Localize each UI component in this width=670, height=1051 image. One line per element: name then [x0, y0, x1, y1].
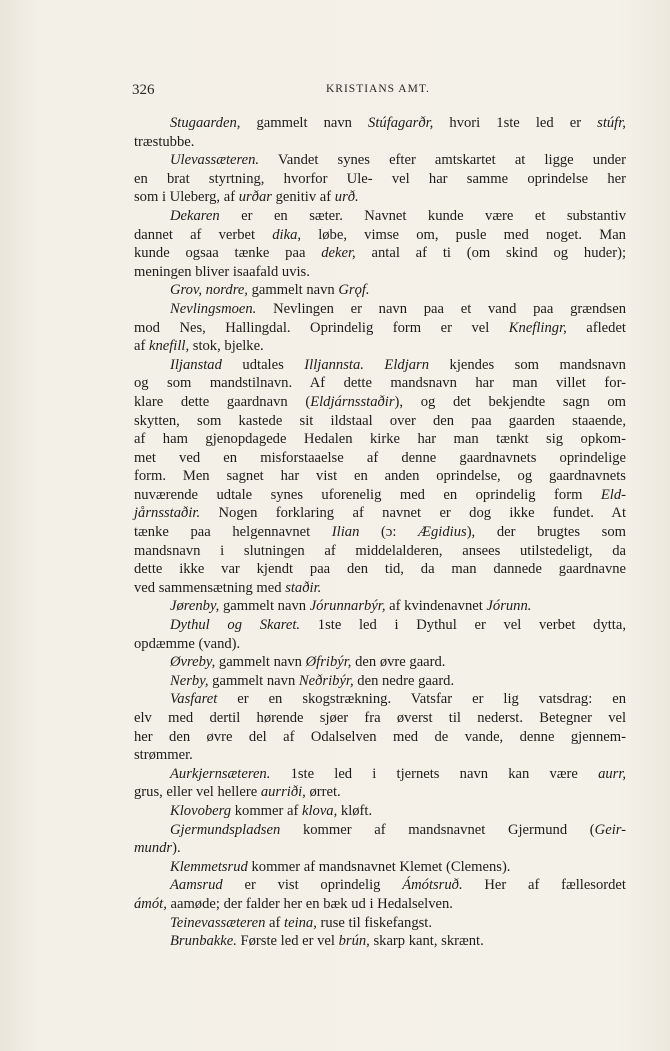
entry-paragraph: [134, 690, 626, 764]
text-line: [134, 504, 626, 523]
text-segment: tænke paa helgennavnet: [134, 524, 332, 541]
text-line: [134, 374, 626, 393]
text-segment: ruse til fiskefangst.: [316, 914, 432, 931]
text-segment: genitiv af: [271, 189, 335, 206]
text-segment: af: [265, 914, 285, 931]
entry-headword: Klovoberg: [170, 802, 232, 819]
entry-headword: Iljanstad: [170, 356, 222, 373]
text-segment: meningen bliver isaafald uvis.: [134, 263, 310, 280]
text-segment: met ved en misforstaaelse af denne gaardnavnets oprindelige: [134, 449, 627, 466]
text-segment: urð.: [334, 189, 359, 206]
text-segment: Vandet synes efter amtskartet at ligge under: [259, 152, 627, 169]
text-line: [134, 895, 626, 914]
entry-headword: Øvreby,: [170, 654, 216, 671]
text-segment: mundr: [134, 840, 173, 857]
text-line: [134, 709, 626, 728]
text-line: [134, 300, 626, 319]
text-line: [134, 728, 626, 747]
text-segment: er en sæter. Navnet kunde være et substantiv: [219, 207, 627, 224]
text-line: [134, 616, 626, 635]
text-line: [134, 914, 626, 933]
text-segment: nuværende udtale synes uforenelig med en oprindelig form: [134, 486, 601, 503]
entry-headword: Brunbakke.: [170, 933, 237, 950]
text-segment: Illjannsta.: [304, 356, 364, 373]
text-segment: Kneflingr,: [508, 319, 567, 336]
text-segment: dika,: [272, 226, 302, 243]
text-line: [134, 188, 626, 207]
text-segment: den nedre gaard.: [353, 672, 455, 689]
entry-headword: Stugaarden,: [170, 115, 241, 131]
text-line: [134, 653, 626, 672]
page-number: 326: [132, 82, 155, 98]
text-segment: klova,: [302, 802, 338, 819]
entry-headword: Dythul og Skaret.: [170, 617, 301, 634]
text-segment: staðir.: [285, 579, 322, 596]
text-segment: kommer af mandsnavnet Gjermund (: [280, 821, 595, 838]
text-segment: mandsnavn i slutningen af middelalderen, ansees utilstedeligt, da: [134, 542, 627, 559]
text-segment: strømmer.: [134, 747, 193, 764]
entry-paragraph: [134, 114, 626, 151]
entry-paragraph: [134, 281, 626, 300]
text-segment: Øfribýr,: [305, 654, 352, 671]
entry-paragraph: [134, 653, 626, 672]
text-segment: form. Men sagnet har vist en anden oprindelse, og gaardnavnets: [134, 468, 626, 485]
entry-paragraph: [134, 616, 626, 653]
entry-headword: Gjermundspladsen: [170, 821, 281, 838]
text-segment: Geir-: [594, 821, 626, 838]
text-segment: afledet: [566, 319, 626, 336]
text-line: [134, 746, 626, 765]
page-header: [132, 80, 462, 102]
entry-paragraph: [134, 151, 626, 207]
text-segment: dannet af verbet: [134, 226, 273, 243]
text-line: [134, 542, 626, 561]
text-segment: Neðribýr,: [298, 672, 354, 689]
text-line: [134, 244, 626, 263]
text-segment: 1ste led i Dythul er vel verbet dytta,: [300, 617, 626, 634]
text-line: [134, 690, 626, 709]
text-segment: Stúfagarðr,: [368, 115, 434, 131]
text-segment: gammelt navn: [208, 672, 299, 689]
entry-headword: Dekaren: [170, 207, 220, 224]
text-segment: teina,: [284, 914, 317, 931]
text-segment: udtales: [221, 356, 305, 373]
text-line: [134, 114, 626, 133]
entry-headword: Nevlingsmoen.: [170, 300, 257, 317]
text-segment: gammelt navn: [240, 115, 369, 131]
text-segment: af: [134, 338, 149, 355]
text-line: [134, 560, 626, 579]
text-segment: som i Uleberg, af: [134, 189, 239, 206]
text-segment: stúfr,: [597, 115, 626, 131]
text-segment: og som mandstilnavn. Af dette mandsnavn har man villet for-: [134, 375, 627, 392]
text-segment: kjendes som mandsnavn: [429, 356, 626, 373]
text-segment: skarp kant, skrænt.: [369, 933, 484, 950]
text-line: [134, 281, 626, 300]
text-segment: af ham gjenopdagede Hedalen kirke har man tænkt sig opkom-: [134, 431, 626, 448]
text-segment: aurriði,: [260, 784, 306, 801]
text-line: [134, 151, 626, 170]
entry-headword: Grov, nordre,: [170, 282, 248, 299]
text-segment: skytten, som kastede sit ildstaal over den paa gaarden staaende,: [134, 412, 627, 429]
text-segment: Eldjárnsstaðir: [310, 393, 395, 410]
text-segment: gammelt navn: [247, 282, 339, 299]
text-line: [134, 876, 626, 895]
text-segment: ), der brugtes som: [466, 524, 627, 541]
entry-paragraph: [134, 300, 626, 356]
text-line: [134, 579, 626, 598]
text-segment: ámót,: [134, 895, 167, 912]
text-segment: Nogen forklaring af navnet er dog ikke fundet. At: [200, 505, 626, 522]
text-segment: Her af fællesordet: [462, 877, 626, 894]
text-line: [134, 263, 626, 282]
text-segment: knefill,: [149, 338, 190, 355]
text-segment: Jórunnarbýr,: [309, 598, 386, 615]
entry-headword: Aurkjernsæteren.: [170, 765, 271, 782]
entry-paragraph: [134, 876, 626, 913]
text-segment: gammelt navn: [219, 598, 310, 615]
text-line: [134, 412, 626, 431]
text-line: [134, 486, 626, 505]
text-segment: ), og det bekjendte sagn om: [394, 393, 626, 410]
text-segment: klare dette gaardnavn (: [134, 393, 311, 410]
text-line: [134, 133, 626, 152]
text-line: [134, 672, 626, 691]
text-line: [134, 932, 626, 951]
page-body: [134, 114, 626, 951]
entry-paragraph: [134, 821, 626, 858]
text-segment: brún,: [338, 933, 370, 950]
text-segment: Ámótsruð.: [402, 877, 463, 894]
text-line: [134, 635, 626, 654]
entry-paragraph: [134, 597, 626, 616]
text-line: [134, 449, 626, 468]
entry-headword: Klemmetsrud: [170, 858, 248, 875]
text-segment: Eld-: [600, 486, 626, 503]
text-segment: Eldjarn: [384, 356, 430, 373]
text-line: [134, 170, 626, 189]
text-line: [134, 523, 626, 542]
text-segment: er en skogstrækning. Vatsfar er lig vatsdrag: en: [217, 691, 627, 708]
text-segment: elv med dertil hørende sjøer fra øverst til nederst. Betegner vel: [134, 710, 627, 726]
text-segment: af kvindenavnet: [385, 598, 487, 615]
text-line: [134, 207, 626, 226]
text-segment: dette ikke var kjendt paa den tid, da man dannede gaardnavne: [134, 561, 627, 578]
text-line: [134, 597, 626, 616]
entry-headword: Vasfaret: [170, 691, 218, 708]
entry-headword: Teinevassæteren: [170, 914, 266, 931]
entry-headword: Aamsrud: [170, 877, 223, 894]
text-line: [134, 839, 626, 858]
text-line: [134, 783, 626, 802]
text-line: [134, 226, 626, 245]
entry-headword: Ulevassæteren.: [170, 152, 260, 169]
text-line: [134, 765, 626, 784]
text-segment: ).: [172, 840, 181, 857]
text-segment: Jórunn.: [486, 598, 532, 615]
entry-headword: Jørenby,: [170, 598, 220, 615]
text-segment: ørret.: [305, 784, 341, 801]
text-segment: deker,: [321, 245, 356, 262]
text-line: [134, 821, 626, 840]
entry-paragraph: [134, 356, 626, 598]
text-segment: Ægidius: [418, 524, 467, 541]
text-segment: ved sammensætning med: [134, 579, 286, 596]
running-title: KRISTIANS AMT.: [326, 83, 430, 95]
text-segment: kunde ogsaa tænke paa: [134, 245, 322, 262]
text-segment: Grǫf.: [338, 282, 370, 299]
text-segment: en brat styrtning, hvorfor Ule- vel har samme oprindelse her: [134, 170, 626, 187]
text-segment: kløft.: [337, 802, 373, 819]
text-line: [134, 802, 626, 821]
text-segment: urðar: [238, 189, 272, 206]
text-segment: aurr,: [598, 765, 627, 782]
text-line: [134, 430, 626, 449]
entry-paragraph: [134, 802, 626, 821]
text-segment: opdæmme (vand).: [134, 635, 241, 652]
text-segment: Ilian: [331, 524, 360, 541]
text-line: [134, 467, 626, 486]
text-line: [134, 393, 626, 412]
entry-headword: Nerby,: [170, 672, 209, 689]
text-segment: hvori 1ste led er: [433, 115, 598, 131]
entry-paragraph: [134, 858, 626, 877]
text-segment: træstubbe.: [134, 133, 195, 150]
text-line: [134, 337, 626, 356]
text-segment: gammelt navn: [215, 654, 306, 671]
text-segment: jårnsstaðir.: [134, 505, 201, 522]
text-segment: kommer af: [231, 802, 302, 819]
text-segment: 1ste led i tjernets navn kan være: [270, 765, 599, 782]
text-segment: aamøde; der falder her en bæk ud i Hedalselven.: [166, 895, 453, 912]
text-segment: løbe, vimse om, pusle med noget. Man: [301, 226, 626, 243]
entry-paragraph: [134, 932, 626, 951]
text-segment: Nevlingen er navn paa et vand paa grændsen: [256, 300, 627, 317]
entry-paragraph: [134, 914, 626, 933]
text-line: [134, 319, 626, 338]
text-line: [134, 858, 626, 877]
text-segment: (ɔ:: [359, 524, 419, 541]
text-line: [134, 356, 626, 375]
entry-paragraph: [134, 672, 626, 691]
entry-paragraph: [134, 765, 626, 802]
text-segment: her den øvre del af Odalselven med de vande, denne gjennem-: [134, 728, 626, 745]
text-segment: [364, 357, 385, 373]
text-segment: kommer af mandsnavnet Klemet (Clemens).: [247, 858, 511, 875]
text-segment: antal af ti (om skind og huder);: [355, 245, 627, 262]
text-segment: den øvre gaard.: [351, 654, 446, 671]
text-segment: grus, eller vel hellere: [134, 784, 261, 801]
text-segment: stok, bjelke.: [189, 338, 264, 355]
text-segment: mod Nes, Hallingdal. Oprindelig form er vel: [134, 319, 509, 336]
text-segment: er vist oprindelig: [222, 877, 403, 894]
entry-paragraph: [134, 207, 626, 281]
text-segment: Første led er vel: [236, 933, 339, 950]
